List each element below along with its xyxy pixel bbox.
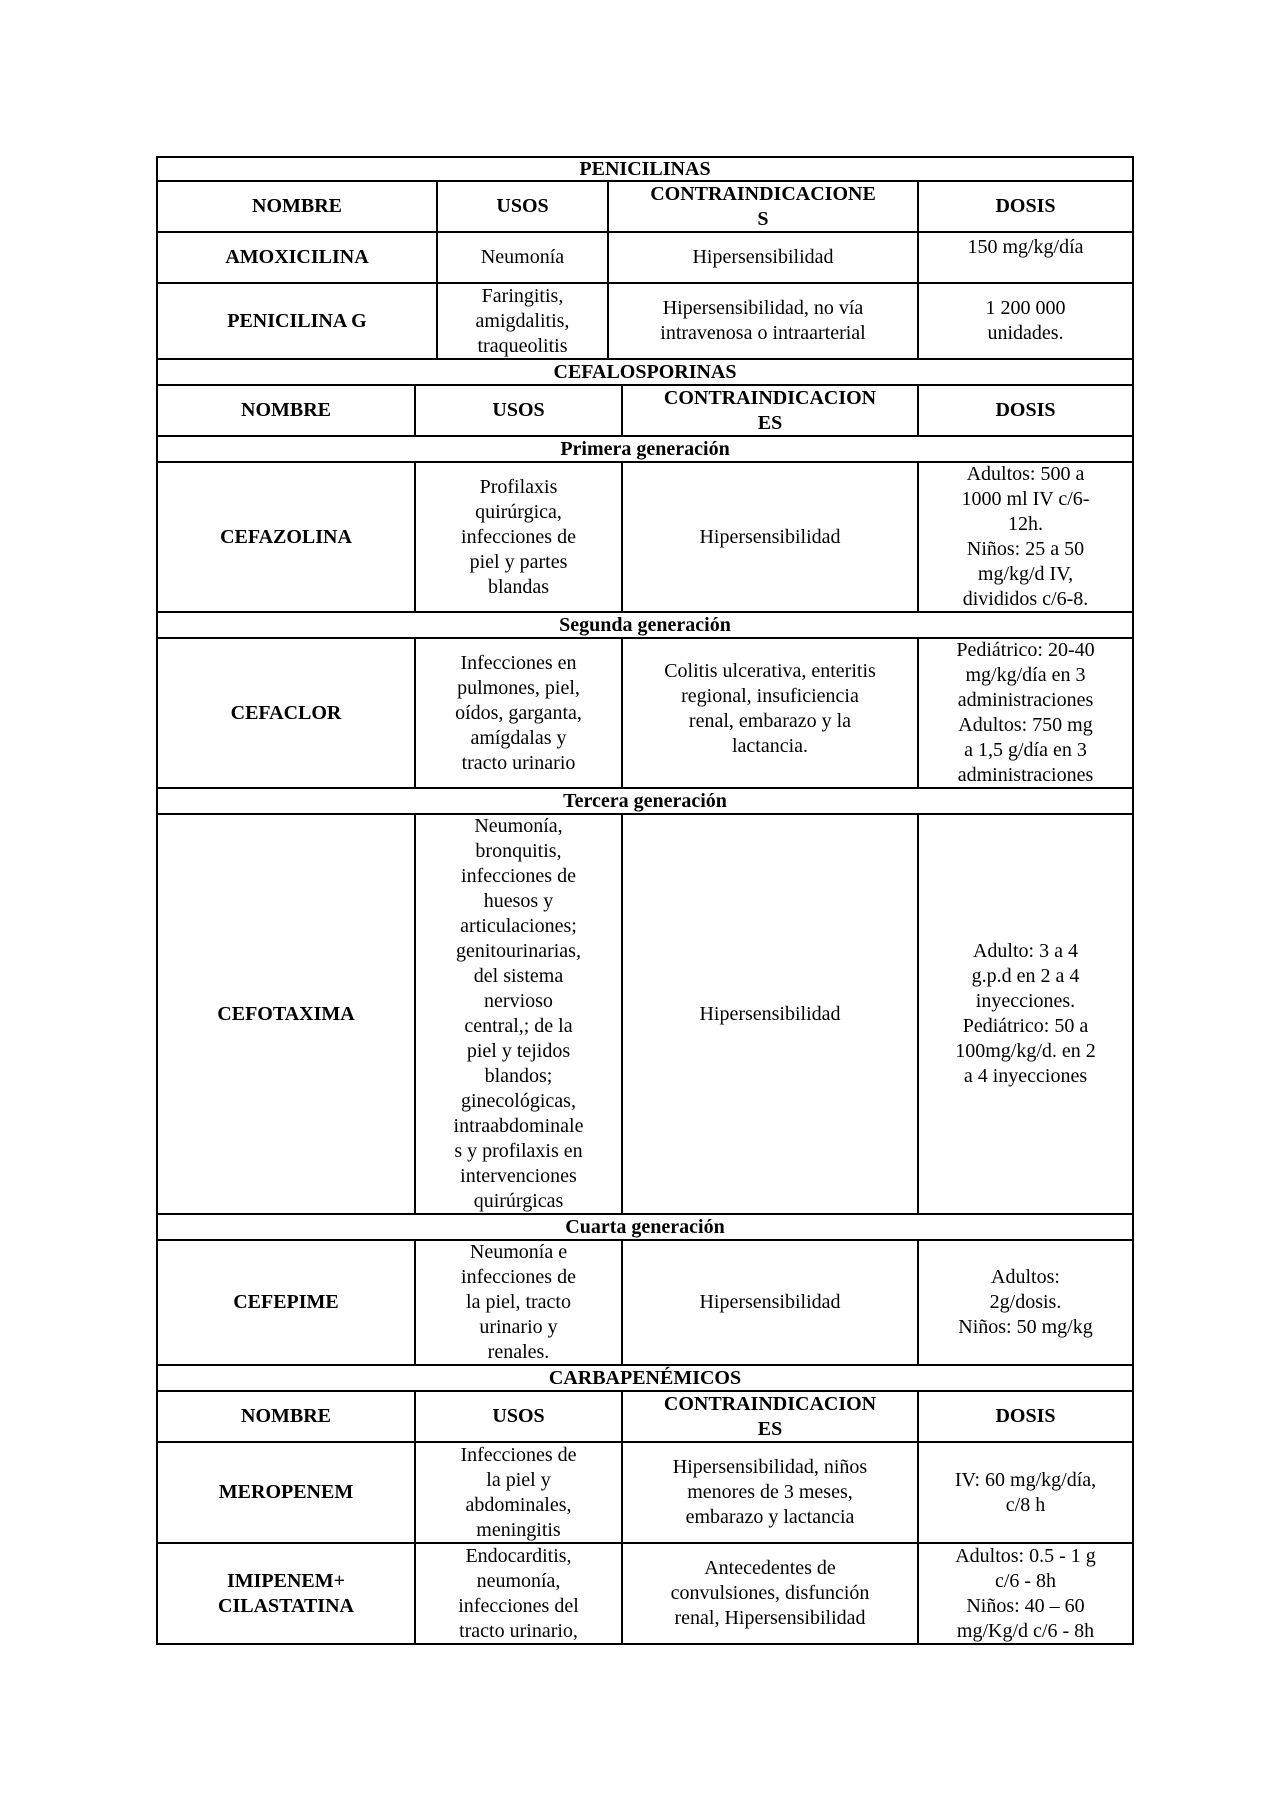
header-dosis: DOSIS [917, 386, 1132, 435]
drug-contraindicaciones: Hipersensibilidad [621, 1241, 917, 1364]
drug-dosis: Pediátrico: 20-40 mg/kg/día en 3 administraciones Adultos: 750 mg a 1,5 g/día en 3 administraciones [917, 639, 1132, 787]
drug-contraindicaciones: Colitis ulcerativa, enteritis regional, insuficiencia renal, embarazo y la lactancia. [621, 639, 917, 787]
subsection-title-primera [156, 437, 1134, 463]
drug-contraindicaciones: Hipersensibilidad [607, 233, 917, 282]
drug-usos: Neumonía, bronquitis, infecciones de huesos y articulaciones; genitourinarias, del sistema nervioso central,; de la piel y tejidos blandos; ginecológicas, intraabdominale s y profilaxis en intervenciones quirúrgicas [414, 815, 621, 1213]
header-nombre: NOMBRE [252, 195, 342, 217]
drug-usos: Profilaxis quirúrgica, infecciones de piel y partes blandas [414, 463, 621, 611]
drug-name: CEFOTAXIMA [217, 1002, 355, 1025]
section-title-carbapenemicos [156, 1366, 1134, 1392]
drug-usos: Neumonía [436, 233, 607, 282]
drug-usos: Neumonía e infecciones de la piel, tracto urinario y renales. [414, 1241, 621, 1364]
header-row-carbapenemicos [156, 1392, 1134, 1443]
section-title: CARBAPENÉMICOS [548, 1366, 742, 1389]
drug-usos: Infecciones en pulmones, piel, oídos, garganta, amígdalas y tracto urinario [414, 639, 621, 787]
header-contraindicaciones: CONTRAINDICACION ES [621, 1392, 917, 1441]
antibiotics-table [156, 156, 1134, 1645]
subsection-title-cuarta [156, 1215, 1134, 1241]
subsection-title: Tercera generación [563, 789, 727, 812]
header-contraindicaciones: CONTRAINDICACIONE S [607, 182, 917, 231]
header-contraindicaciones: CONTRAINDICACION ES [621, 386, 917, 435]
header-nombre: NOMBRE [241, 1405, 331, 1427]
drug-dosis: 1 200 000 unidades. [917, 284, 1132, 358]
table-row-meropenem [156, 1443, 1134, 1544]
section-title-penicilinas [156, 156, 1134, 182]
drug-contraindicaciones: Hipersensibilidad [621, 463, 917, 611]
drug-dosis: Adultos: 2g/dosis. Niños: 50 mg/kg [917, 1241, 1132, 1364]
header-dosis: DOSIS [917, 182, 1132, 231]
drug-dosis: IV: 60 mg/kg/día, c/8 h [917, 1443, 1132, 1542]
drug-name: AMOXICILINA [225, 246, 369, 268]
drug-name: MEROPENEM [218, 1481, 354, 1503]
drug-dosis: Adultos: 0.5 - 1 g c/6 - 8h Niños: 40 – 60 mg/Kg/d c/6 - 8h [917, 1544, 1132, 1643]
drug-name: CEFAZOLINA [220, 525, 352, 548]
drug-contraindicaciones: Hipersensibilidad, no vía intravenosa o intraarterial [607, 284, 917, 358]
table-row-cefazolina [156, 463, 1134, 613]
drug-dosis: Adulto: 3 a 4 g.p.d en 2 a 4 inyecciones. Pediátrico: 50 a 100mg/kg/d. en 2 a 4 inyecciones [917, 815, 1132, 1213]
drug-contraindicaciones: Antecedentes de convulsiones, disfunción renal, Hipersensibilidad [621, 1544, 917, 1643]
header-usos: USOS [414, 386, 621, 435]
subsection-title: Segunda generación [559, 613, 731, 636]
header-usos: USOS [414, 1392, 621, 1441]
drug-usos: Endocarditis, neumonía, infecciones del tracto urinario, [414, 1544, 621, 1643]
subsection-title-segunda [156, 613, 1134, 639]
table-row-cefotaxima [156, 815, 1134, 1215]
drug-name: PENICILINA G [227, 309, 367, 332]
header-dosis: DOSIS [917, 1392, 1132, 1441]
table-row-imipenem-cilastatina [156, 1544, 1134, 1645]
table-row-cefaclor [156, 639, 1134, 789]
header-nombre: NOMBRE [241, 399, 331, 421]
table-row-penicilina-g [156, 284, 1134, 360]
drug-name: IMIPENEM+ CILASTATINA [218, 1569, 354, 1617]
drug-dosis: 150 mg/kg/día [917, 233, 1132, 282]
header-usos: USOS [436, 182, 607, 231]
header-row-cefalosporinas [156, 386, 1134, 437]
drug-usos: Faringitis, amigdalitis, traqueolitis [436, 284, 607, 358]
drug-usos: Infecciones de la piel y abdominales, meningitis [414, 1443, 621, 1542]
drug-contraindicaciones: Hipersensibilidad, niños menores de 3 meses, embarazo y lactancia [621, 1443, 917, 1542]
section-title: PENICILINAS [579, 158, 711, 180]
table-row-cefepime [156, 1241, 1134, 1366]
section-title-cefalosporinas [156, 360, 1134, 386]
subsection-title-tercera [156, 789, 1134, 815]
header-row-penicilinas [156, 182, 1134, 233]
section-title: CEFALOSPORINAS [553, 360, 737, 383]
drug-name: CEFACLOR [230, 701, 342, 724]
subsection-title: Cuarta generación [565, 1215, 725, 1238]
drug-contraindicaciones: Hipersensibilidad [621, 815, 917, 1213]
subsection-title: Primera generación [560, 437, 730, 460]
table-row-amoxicilina [156, 233, 1134, 284]
drug-name: CEFEPIME [233, 1291, 339, 1313]
drug-dosis: Adultos: 500 a 1000 ml IV c/6- 12h. Niños: 25 a 50 mg/kg/d IV, divididos c/6-8. [917, 463, 1132, 611]
